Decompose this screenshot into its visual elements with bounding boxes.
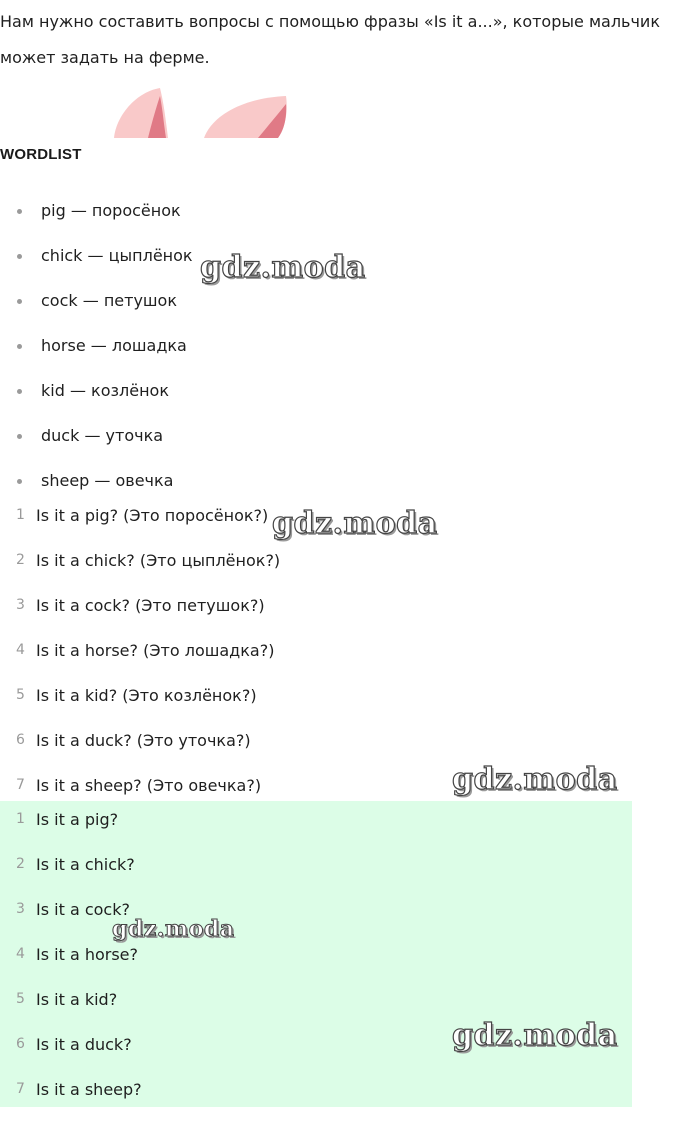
bullet-icon	[17, 209, 22, 214]
question-text: Is it a chick? (Это цыплёнок?)	[36, 551, 281, 570]
bullet-icon	[17, 254, 22, 259]
answer-text: Is it a horse?	[36, 945, 139, 964]
item-number: 3	[16, 597, 25, 613]
bullet-icon	[17, 299, 22, 304]
question-text: Is it a sheep? (Это овечка?)	[36, 776, 262, 795]
answer-text: Is it a duck?	[36, 1035, 132, 1054]
bullet-icon	[17, 479, 22, 484]
answer-text: Is it a sheep?	[36, 1080, 142, 1099]
question-text: Is it a cock? (Это петушок?)	[36, 596, 265, 615]
wordlist-entry: cock — петушок	[41, 291, 178, 310]
wordlist-entry: horse — лошадка	[41, 336, 187, 355]
watermark: gdz.moda	[112, 916, 235, 942]
pig-ears-illustration	[108, 86, 298, 138]
answer-text: Is it a pig?	[36, 810, 119, 829]
bullet-icon	[17, 389, 22, 394]
item-number: 7	[16, 1081, 25, 1097]
watermark: gdz.moda	[452, 762, 618, 797]
answer-text: Is it a cock?	[36, 900, 130, 919]
item-number: 6	[16, 732, 25, 748]
answer-text: Is it a chick?	[36, 855, 135, 874]
item-number: 1	[16, 507, 25, 523]
bullet-icon	[17, 434, 22, 439]
item-number: 2	[16, 856, 25, 872]
wordlist-entry: kid — козлёнок	[41, 381, 169, 400]
item-number: 5	[16, 991, 25, 1007]
watermark: gdz.moda	[452, 1018, 618, 1053]
question-text: Is it a pig? (Это поросёнок?)	[36, 506, 269, 525]
item-number: 4	[16, 946, 25, 962]
wordlist-heading: WORDLIST	[0, 146, 82, 163]
item-number: 4	[16, 642, 25, 658]
watermark: gdz.moda	[200, 250, 366, 285]
item-number: 2	[16, 552, 25, 568]
question-text: Is it a horse? (Это лошадка?)	[36, 641, 275, 660]
bullet-icon	[17, 344, 22, 349]
wordlist-entry: duck — уточка	[41, 426, 164, 445]
item-number: 1	[16, 811, 25, 827]
wordlist-entry: sheep — овечка	[41, 471, 174, 490]
watermark: gdz.moda	[272, 506, 438, 541]
intro-text: Нам нужно составить вопросы с помощью фразы «Is it a...», которые мальчик может задать на ферме.	[0, 12, 660, 67]
item-number: 3	[16, 901, 25, 917]
item-number: 5	[16, 687, 25, 703]
item-number: 6	[16, 1036, 25, 1052]
wordlist-entry: pig — поросёнок	[41, 201, 181, 220]
question-text: Is it a kid? (Это козлёнок?)	[36, 686, 257, 705]
wordlist-entry: chick — цыплёнок	[41, 246, 193, 265]
answer-text: Is it a kid?	[36, 990, 118, 1009]
question-text: Is it a duck? (Это уточка?)	[36, 731, 251, 750]
item-number: 7	[16, 777, 25, 793]
